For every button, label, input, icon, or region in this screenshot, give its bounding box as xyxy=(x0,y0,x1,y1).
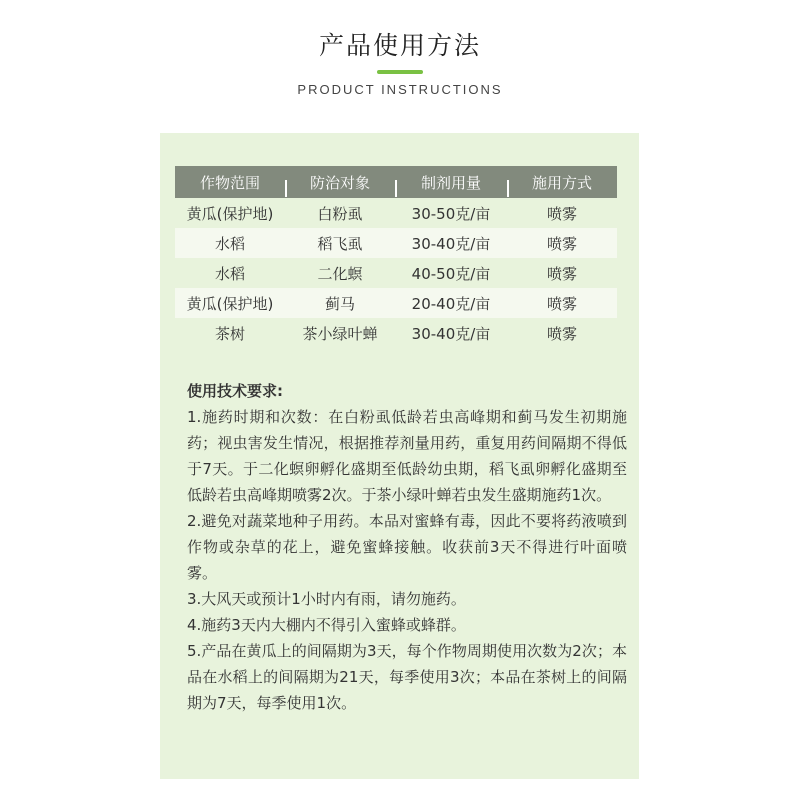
cell-dosage: 30-40克/亩 xyxy=(411,324,491,343)
table-row xyxy=(175,198,617,228)
table-row xyxy=(175,228,617,258)
table-row xyxy=(175,258,617,288)
cell-crop: 黄瓜(保护地) xyxy=(186,294,274,313)
cell-crop: 水稻 xyxy=(214,264,245,283)
page-subtitle: PRODUCT INSTRUCTIONS xyxy=(297,82,503,97)
cell-target: 白粉虱 xyxy=(317,204,363,223)
cell-dosage: 30-50克/亩 xyxy=(411,204,491,223)
column-header-method: 施用方式 xyxy=(507,172,617,193)
column-header-dosage: 制剂用量 xyxy=(395,172,507,193)
requirement-item-5: 5.产品在黄瓜上的间隔期为3天，每个作物周期使用次数为2次；本品在水稻上的间隔期为21天，每季使用3次；本品在茶树上的间隔期为7天，每季使用1次。 xyxy=(187,642,627,712)
cell-target: 二化螟 xyxy=(317,264,363,283)
cell-target: 茶小绿叶蝉 xyxy=(302,324,378,343)
cell-crop: 黄瓜(保护地) xyxy=(186,204,274,223)
title-accent-bar xyxy=(377,70,423,74)
page-title: 产品使用方法 xyxy=(318,31,481,60)
instructions-panel xyxy=(160,133,639,779)
tech-requirements-title: 使用技术要求: xyxy=(187,382,283,400)
cell-target: 稻飞虱 xyxy=(317,234,363,253)
cell-target: 蓟马 xyxy=(324,294,355,313)
cell-crop: 水稻 xyxy=(214,234,245,253)
column-header-target: 防治对象 xyxy=(285,172,395,193)
table-row xyxy=(175,318,617,348)
cell-method: 喷雾 xyxy=(546,204,577,223)
table-row xyxy=(175,288,617,318)
usage-table xyxy=(175,166,617,348)
requirement-item-2: 2.避免对蔬菜地种子用药。本品对蜜蜂有毒，因此不要将药液喷到作物或杂草的花上，避免蜜蜂接触。收获前3天不得进行叶面喷雾。 xyxy=(187,512,627,582)
cell-dosage: 40-50克/亩 xyxy=(411,264,491,283)
cell-method: 喷雾 xyxy=(546,294,577,313)
requirement-item-4: 4.施药3天内大棚内不得引入蜜蜂或蜂群。 xyxy=(187,616,466,634)
cell-crop: 茶树 xyxy=(214,324,245,343)
cell-dosage: 20-40克/亩 xyxy=(411,294,491,313)
cell-method: 喷雾 xyxy=(546,234,577,253)
cell-dosage: 30-40克/亩 xyxy=(411,234,491,253)
cell-method: 喷雾 xyxy=(546,264,577,283)
column-header-crop: 作物范围 xyxy=(199,173,260,192)
technical-requirements xyxy=(187,378,627,716)
requirement-item-3: 3.大风天或预计1小时内有雨，请勿施药。 xyxy=(187,590,466,608)
requirement-item-1: 1.施药时期和次数：在白粉虱低龄若虫高峰期和蓟马发生初期施药；视虫害发生情况，根据推荐剂量用药，重复用药间隔期不得低于7天。于二化螟卵孵化盛期至低龄幼虫期，稻飞虱卵孵化盛期至低龄若虫高峰期喷雾2次。于茶小绿叶蝉若虫发生盛期施药1次。 xyxy=(187,408,627,504)
table-header xyxy=(175,166,617,198)
cell-method: 喷雾 xyxy=(546,324,577,343)
